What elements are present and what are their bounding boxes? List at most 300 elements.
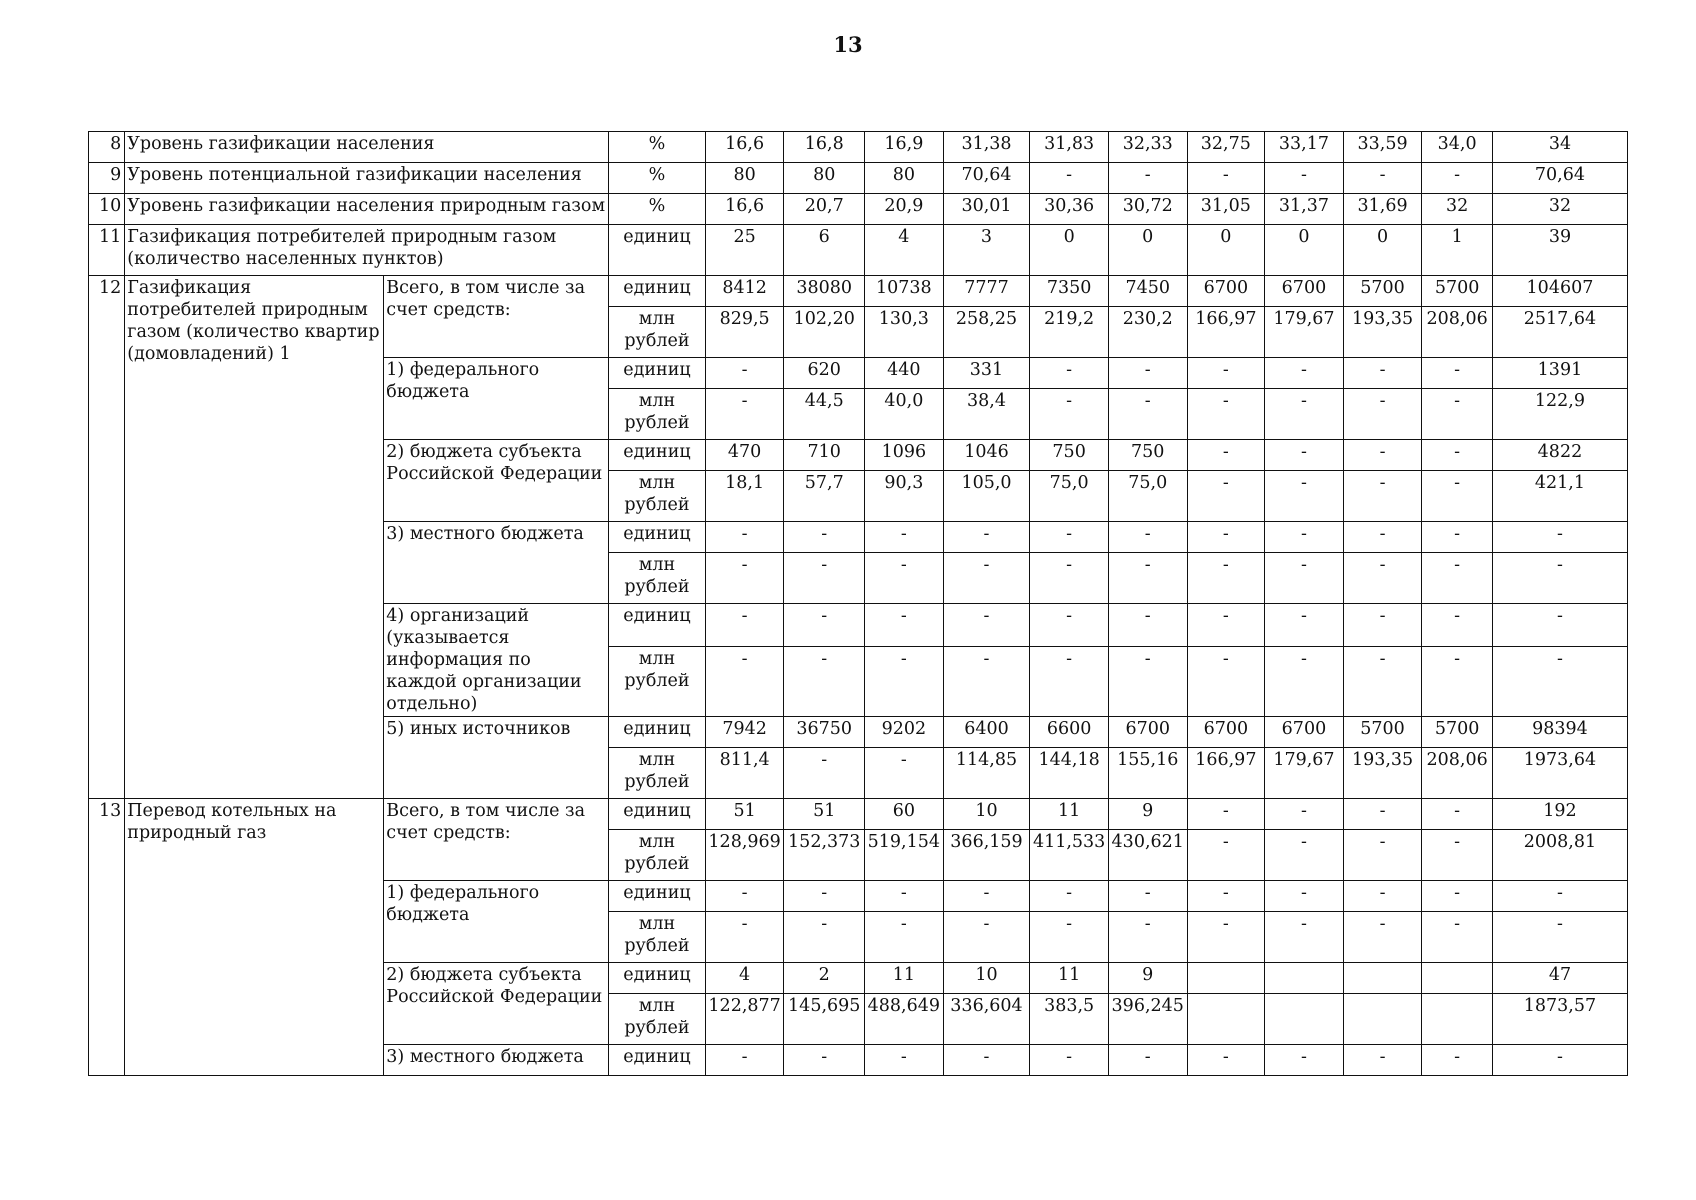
value-cell: 331 xyxy=(943,358,1030,389)
value-cell: - xyxy=(1343,553,1422,604)
table-row xyxy=(89,276,1628,307)
value-cell: - xyxy=(1187,358,1265,389)
value-cell: 130,3 xyxy=(865,307,944,358)
value-cell xyxy=(1265,963,1344,994)
value-cell: 193,35 xyxy=(1343,748,1422,799)
value-cell: 10 xyxy=(943,963,1030,994)
value-cell: 11 xyxy=(865,963,944,994)
funding-source-label: 2) бюджета субъекта Российской Федерации xyxy=(384,963,609,1045)
value-cell: 44,5 xyxy=(784,389,865,440)
value-cell: 179,67 xyxy=(1265,748,1344,799)
value-cell: 6700 xyxy=(1265,717,1344,748)
value-cell: - xyxy=(1343,799,1422,830)
value-cell: - xyxy=(1492,912,1627,963)
value-cell: - xyxy=(784,1045,865,1076)
value-cell: - xyxy=(1265,440,1344,471)
unit-cell: млн рублей xyxy=(609,389,706,440)
funding-source-label: Всего, в том числе за счет средств: xyxy=(384,799,609,881)
value-cell: - xyxy=(1187,799,1265,830)
value-cell: - xyxy=(865,1045,944,1076)
value-cell: - xyxy=(1265,163,1344,194)
value-cell: 40,0 xyxy=(865,389,944,440)
value-cell: - xyxy=(1030,646,1109,716)
value-cell: 440 xyxy=(865,358,944,389)
value-cell: - xyxy=(705,1045,784,1076)
value-cell: 336,604 xyxy=(943,994,1030,1045)
value-cell: - xyxy=(1265,881,1344,912)
value-cell: 114,85 xyxy=(943,748,1030,799)
value-cell: 8412 xyxy=(705,276,784,307)
value-cell: 70,64 xyxy=(1492,163,1627,194)
value-cell: 3 xyxy=(943,225,1030,276)
value-cell: 7942 xyxy=(705,717,784,748)
value-cell: 488,649 xyxy=(865,994,944,1045)
value-cell: 0 xyxy=(1343,225,1422,276)
value-cell: - xyxy=(1187,522,1265,553)
value-cell: 75,0 xyxy=(1108,471,1187,522)
value-cell: - xyxy=(1030,881,1109,912)
value-cell: 829,5 xyxy=(705,307,784,358)
value-cell: 31,05 xyxy=(1187,194,1265,225)
unit-cell: единиц xyxy=(609,799,706,830)
value-cell: - xyxy=(943,604,1030,647)
funding-source-label: 3) местного бюджета xyxy=(384,1045,609,1076)
value-cell: - xyxy=(1030,604,1109,647)
value-cell: - xyxy=(865,553,944,604)
table-row xyxy=(89,163,1628,194)
row-number: 9 xyxy=(89,163,125,194)
value-cell: 421,1 xyxy=(1492,471,1627,522)
value-cell: 20,9 xyxy=(865,194,944,225)
value-cell: - xyxy=(1265,604,1344,647)
value-cell: 11 xyxy=(1030,799,1109,830)
funding-source-label: 5) иных источников xyxy=(384,717,609,799)
value-cell: - xyxy=(1343,881,1422,912)
value-cell: 9 xyxy=(1108,799,1187,830)
value-cell: - xyxy=(1265,1045,1344,1076)
value-cell: 5700 xyxy=(1343,276,1422,307)
value-cell: 30,36 xyxy=(1030,194,1109,225)
unit-cell: млн рублей xyxy=(609,307,706,358)
value-cell: - xyxy=(1030,1045,1109,1076)
value-cell: 411,533 xyxy=(1030,830,1109,881)
value-cell: - xyxy=(705,881,784,912)
value-cell: 36750 xyxy=(784,717,865,748)
value-cell: 620 xyxy=(784,358,865,389)
table-row xyxy=(89,225,1628,276)
table-row xyxy=(89,799,1628,830)
value-cell: - xyxy=(1265,830,1344,881)
value-cell: 80 xyxy=(705,163,784,194)
value-cell: - xyxy=(1422,471,1493,522)
funding-source-label: 1) федерального бюджета xyxy=(384,358,609,440)
unit-cell: единиц xyxy=(609,276,706,307)
value-cell: 9202 xyxy=(865,717,944,748)
value-cell: 38,4 xyxy=(943,389,1030,440)
value-cell: - xyxy=(1187,389,1265,440)
row-number: 12 xyxy=(89,276,125,799)
value-cell: 32 xyxy=(1422,194,1493,225)
value-cell: - xyxy=(1108,553,1187,604)
value-cell: 20,7 xyxy=(784,194,865,225)
value-cell: - xyxy=(1422,881,1493,912)
value-cell: 32,75 xyxy=(1187,132,1265,163)
value-cell: 31,37 xyxy=(1265,194,1344,225)
value-cell xyxy=(1187,963,1265,994)
value-cell: - xyxy=(1492,646,1627,716)
value-cell: 4 xyxy=(705,963,784,994)
unit-cell: единиц xyxy=(609,225,706,276)
row-number: 11 xyxy=(89,225,125,276)
value-cell: - xyxy=(1343,646,1422,716)
value-cell: 39 xyxy=(1492,225,1627,276)
value-cell: 366,159 xyxy=(943,830,1030,881)
value-cell: - xyxy=(1187,163,1265,194)
value-cell: 519,154 xyxy=(865,830,944,881)
value-cell: - xyxy=(943,522,1030,553)
value-cell: 1973,64 xyxy=(1492,748,1627,799)
value-cell: 1391 xyxy=(1492,358,1627,389)
value-cell: 219,2 xyxy=(1030,307,1109,358)
value-cell: 34,0 xyxy=(1422,132,1493,163)
value-cell: - xyxy=(865,522,944,553)
value-cell: 104607 xyxy=(1492,276,1627,307)
unit-cell: млн рублей xyxy=(609,912,706,963)
indicator-label: Уровень потенциальной газификации населения xyxy=(125,163,609,194)
value-cell: 2517,64 xyxy=(1492,307,1627,358)
value-cell: 32,33 xyxy=(1108,132,1187,163)
indicator-label: Газификация потребителей природным газом (количество квартир (домовладений) 1 xyxy=(125,276,384,799)
value-cell: 166,97 xyxy=(1187,307,1265,358)
value-cell: 7450 xyxy=(1108,276,1187,307)
value-cell: 0 xyxy=(1030,225,1109,276)
value-cell: - xyxy=(1187,912,1265,963)
value-cell: 0 xyxy=(1265,225,1344,276)
value-cell: 98394 xyxy=(1492,717,1627,748)
value-cell: 710 xyxy=(784,440,865,471)
value-cell: 208,06 xyxy=(1422,307,1493,358)
value-cell: - xyxy=(784,748,865,799)
value-cell: 258,25 xyxy=(943,307,1030,358)
value-cell: - xyxy=(1108,163,1187,194)
value-cell: 208,06 xyxy=(1422,748,1493,799)
value-cell: 430,621 xyxy=(1108,830,1187,881)
value-cell: 31,38 xyxy=(943,132,1030,163)
funding-source-label: 3) местного бюджета xyxy=(384,522,609,604)
value-cell: 750 xyxy=(1030,440,1109,471)
value-cell: 38080 xyxy=(784,276,865,307)
value-cell: 4 xyxy=(865,225,944,276)
unit-cell: единиц xyxy=(609,717,706,748)
value-cell: - xyxy=(1343,389,1422,440)
value-cell: - xyxy=(1108,912,1187,963)
value-cell: 230,2 xyxy=(1108,307,1187,358)
unit-cell: единиц xyxy=(609,881,706,912)
value-cell: - xyxy=(705,358,784,389)
value-cell: - xyxy=(1108,1045,1187,1076)
value-cell: 7777 xyxy=(943,276,1030,307)
value-cell: 102,20 xyxy=(784,307,865,358)
funding-source-label: 2) бюджета субъекта Российской Федерации xyxy=(384,440,609,522)
value-cell: 166,97 xyxy=(1187,748,1265,799)
value-cell xyxy=(1422,963,1493,994)
value-cell: 31,83 xyxy=(1030,132,1109,163)
value-cell: 33,59 xyxy=(1343,132,1422,163)
value-cell: - xyxy=(943,553,1030,604)
value-cell: - xyxy=(1265,799,1344,830)
value-cell: 122,877 xyxy=(705,994,784,1045)
value-cell: 60 xyxy=(865,799,944,830)
value-cell: 34 xyxy=(1492,132,1627,163)
value-cell: - xyxy=(1492,881,1627,912)
value-cell: 6400 xyxy=(943,717,1030,748)
value-cell: 57,7 xyxy=(784,471,865,522)
value-cell: - xyxy=(1187,440,1265,471)
value-cell: 4822 xyxy=(1492,440,1627,471)
value-cell: - xyxy=(1422,604,1493,647)
unit-cell: млн рублей xyxy=(609,830,706,881)
indicator-label: Уровень газификации населения xyxy=(125,132,609,163)
value-cell: - xyxy=(1422,163,1493,194)
value-cell: 105,0 xyxy=(943,471,1030,522)
value-cell: - xyxy=(865,912,944,963)
unit-cell: единиц xyxy=(609,440,706,471)
value-cell xyxy=(1343,963,1422,994)
value-cell: - xyxy=(1492,553,1627,604)
value-cell: 80 xyxy=(784,163,865,194)
value-cell: - xyxy=(1265,358,1344,389)
value-cell: 31,69 xyxy=(1343,194,1422,225)
funding-source-label: 4) организаций (указывается информация по каждой организации отдельно) xyxy=(384,604,609,717)
value-cell: - xyxy=(705,912,784,963)
value-cell: - xyxy=(705,522,784,553)
value-cell: 11 xyxy=(1030,963,1109,994)
value-cell: 0 xyxy=(1187,225,1265,276)
value-cell: 155,16 xyxy=(1108,748,1187,799)
value-cell: - xyxy=(1492,1045,1627,1076)
row-number: 13 xyxy=(89,799,125,1076)
value-cell: - xyxy=(1265,471,1344,522)
value-cell: - xyxy=(1343,1045,1422,1076)
unit-cell: единиц xyxy=(609,1045,706,1076)
value-cell: - xyxy=(943,881,1030,912)
value-cell: 5700 xyxy=(1422,717,1493,748)
value-cell: - xyxy=(865,881,944,912)
value-cell: - xyxy=(1265,389,1344,440)
funding-source-label: 1) федерального бюджета xyxy=(384,881,609,963)
value-cell: - xyxy=(1343,522,1422,553)
value-cell: - xyxy=(1187,1045,1265,1076)
value-cell: 144,18 xyxy=(1030,748,1109,799)
value-cell: 51 xyxy=(784,799,865,830)
value-cell: 383,5 xyxy=(1030,994,1109,1045)
value-cell: - xyxy=(1343,912,1422,963)
value-cell: - xyxy=(784,646,865,716)
value-cell: 16,8 xyxy=(784,132,865,163)
unit-cell: % xyxy=(609,163,706,194)
value-cell: 16,6 xyxy=(705,194,784,225)
value-cell: 32 xyxy=(1492,194,1627,225)
unit-cell: млн рублей xyxy=(609,994,706,1045)
value-cell: 6600 xyxy=(1030,717,1109,748)
value-cell: - xyxy=(1422,912,1493,963)
value-cell: 6700 xyxy=(1187,717,1265,748)
value-cell: - xyxy=(1343,830,1422,881)
value-cell: - xyxy=(1343,163,1422,194)
value-cell: - xyxy=(784,604,865,647)
indicator-label: Уровень газификации населения природным газом xyxy=(125,194,609,225)
value-cell: 16,9 xyxy=(865,132,944,163)
value-cell: - xyxy=(705,389,784,440)
value-cell: 0 xyxy=(1108,225,1187,276)
value-cell: - xyxy=(1108,522,1187,553)
value-cell: - xyxy=(1108,358,1187,389)
value-cell: - xyxy=(1422,358,1493,389)
value-cell xyxy=(1265,994,1344,1045)
value-cell: - xyxy=(1492,604,1627,647)
value-cell: - xyxy=(1030,163,1109,194)
value-cell: - xyxy=(784,553,865,604)
value-cell: - xyxy=(1265,912,1344,963)
value-cell: - xyxy=(865,646,944,716)
value-cell: - xyxy=(1030,389,1109,440)
value-cell: 30,72 xyxy=(1108,194,1187,225)
value-cell: - xyxy=(1343,358,1422,389)
unit-cell: единиц xyxy=(609,522,706,553)
value-cell: - xyxy=(1422,440,1493,471)
value-cell: 179,67 xyxy=(1265,307,1344,358)
value-cell: - xyxy=(1187,471,1265,522)
value-cell: - xyxy=(1265,553,1344,604)
value-cell: - xyxy=(943,912,1030,963)
unit-cell: % xyxy=(609,194,706,225)
value-cell: - xyxy=(1265,522,1344,553)
value-cell: 18,1 xyxy=(705,471,784,522)
value-cell: 396,245 xyxy=(1108,994,1187,1045)
value-cell: - xyxy=(1422,830,1493,881)
value-cell: - xyxy=(1422,553,1493,604)
unit-cell: единиц xyxy=(609,358,706,389)
value-cell: 811,4 xyxy=(705,748,784,799)
page-number: 13 xyxy=(833,32,863,57)
value-cell: - xyxy=(1187,830,1265,881)
value-cell: 51 xyxy=(705,799,784,830)
value-cell: 75,0 xyxy=(1030,471,1109,522)
value-cell: - xyxy=(1108,604,1187,647)
value-cell: - xyxy=(1265,646,1344,716)
indicator-label: Газификация потребителей природным газом (количество населенных пунктов) xyxy=(125,225,609,276)
value-cell: 9 xyxy=(1108,963,1187,994)
value-cell: - xyxy=(865,748,944,799)
indicator-label: Перевод котельных на природный газ xyxy=(125,799,384,1076)
value-cell: 5700 xyxy=(1422,276,1493,307)
value-cell: 80 xyxy=(865,163,944,194)
value-cell xyxy=(1187,994,1265,1045)
value-cell: 145,695 xyxy=(784,994,865,1045)
unit-cell: млн рублей xyxy=(609,646,706,716)
value-cell: 6700 xyxy=(1187,276,1265,307)
value-cell: 1873,57 xyxy=(1492,994,1627,1045)
unit-cell: % xyxy=(609,132,706,163)
value-cell: 6 xyxy=(784,225,865,276)
table-row xyxy=(89,194,1628,225)
value-cell: - xyxy=(1422,1045,1493,1076)
value-cell: - xyxy=(1422,646,1493,716)
value-cell: - xyxy=(1422,389,1493,440)
value-cell: 5700 xyxy=(1343,717,1422,748)
value-cell: - xyxy=(1422,522,1493,553)
value-cell: 33,17 xyxy=(1265,132,1344,163)
value-cell: 1096 xyxy=(865,440,944,471)
value-cell: 16,6 xyxy=(705,132,784,163)
unit-cell: млн рублей xyxy=(609,471,706,522)
value-cell: 750 xyxy=(1108,440,1187,471)
value-cell: - xyxy=(1492,522,1627,553)
funding-source-label: Всего, в том числе за счет средств: xyxy=(384,276,609,358)
value-cell: 30,01 xyxy=(943,194,1030,225)
value-cell: 1046 xyxy=(943,440,1030,471)
value-cell: 25 xyxy=(705,225,784,276)
value-cell xyxy=(1343,994,1422,1045)
value-cell: 90,3 xyxy=(865,471,944,522)
value-cell: 470 xyxy=(705,440,784,471)
value-cell: - xyxy=(1030,522,1109,553)
unit-cell: единиц xyxy=(609,963,706,994)
unit-cell: единиц xyxy=(609,604,706,647)
value-cell: - xyxy=(1108,646,1187,716)
value-cell: - xyxy=(1030,553,1109,604)
value-cell: - xyxy=(1343,440,1422,471)
value-cell: - xyxy=(1422,799,1493,830)
value-cell: - xyxy=(784,522,865,553)
value-cell: - xyxy=(1030,358,1109,389)
value-cell: - xyxy=(1030,912,1109,963)
value-cell: 6700 xyxy=(1265,276,1344,307)
row-number: 8 xyxy=(89,132,125,163)
value-cell: - xyxy=(705,604,784,647)
value-cell: - xyxy=(1108,881,1187,912)
value-cell: - xyxy=(1187,604,1265,647)
value-cell: - xyxy=(1343,604,1422,647)
unit-cell: млн рублей xyxy=(609,748,706,799)
value-cell: - xyxy=(865,604,944,647)
value-cell: 1 xyxy=(1422,225,1493,276)
value-cell: - xyxy=(943,646,1030,716)
value-cell: 7350 xyxy=(1030,276,1109,307)
value-cell: 6700 xyxy=(1108,717,1187,748)
value-cell: - xyxy=(943,1045,1030,1076)
value-cell: - xyxy=(784,881,865,912)
value-cell: - xyxy=(1187,646,1265,716)
value-cell: - xyxy=(705,553,784,604)
value-cell: 10 xyxy=(943,799,1030,830)
value-cell: 2008,81 xyxy=(1492,830,1627,881)
value-cell: 128,969 xyxy=(705,830,784,881)
table-row xyxy=(89,132,1628,163)
unit-cell: млн рублей xyxy=(609,553,706,604)
row-number: 10 xyxy=(89,194,125,225)
value-cell: - xyxy=(1343,471,1422,522)
value-cell: 47 xyxy=(1492,963,1627,994)
value-cell: - xyxy=(705,646,784,716)
value-cell: 10738 xyxy=(865,276,944,307)
value-cell: - xyxy=(1187,553,1265,604)
value-cell: 152,373 xyxy=(784,830,865,881)
value-cell: 192 xyxy=(1492,799,1627,830)
value-cell: - xyxy=(784,912,865,963)
gasification-indicators-table xyxy=(88,131,1628,1076)
value-cell: - xyxy=(1108,389,1187,440)
